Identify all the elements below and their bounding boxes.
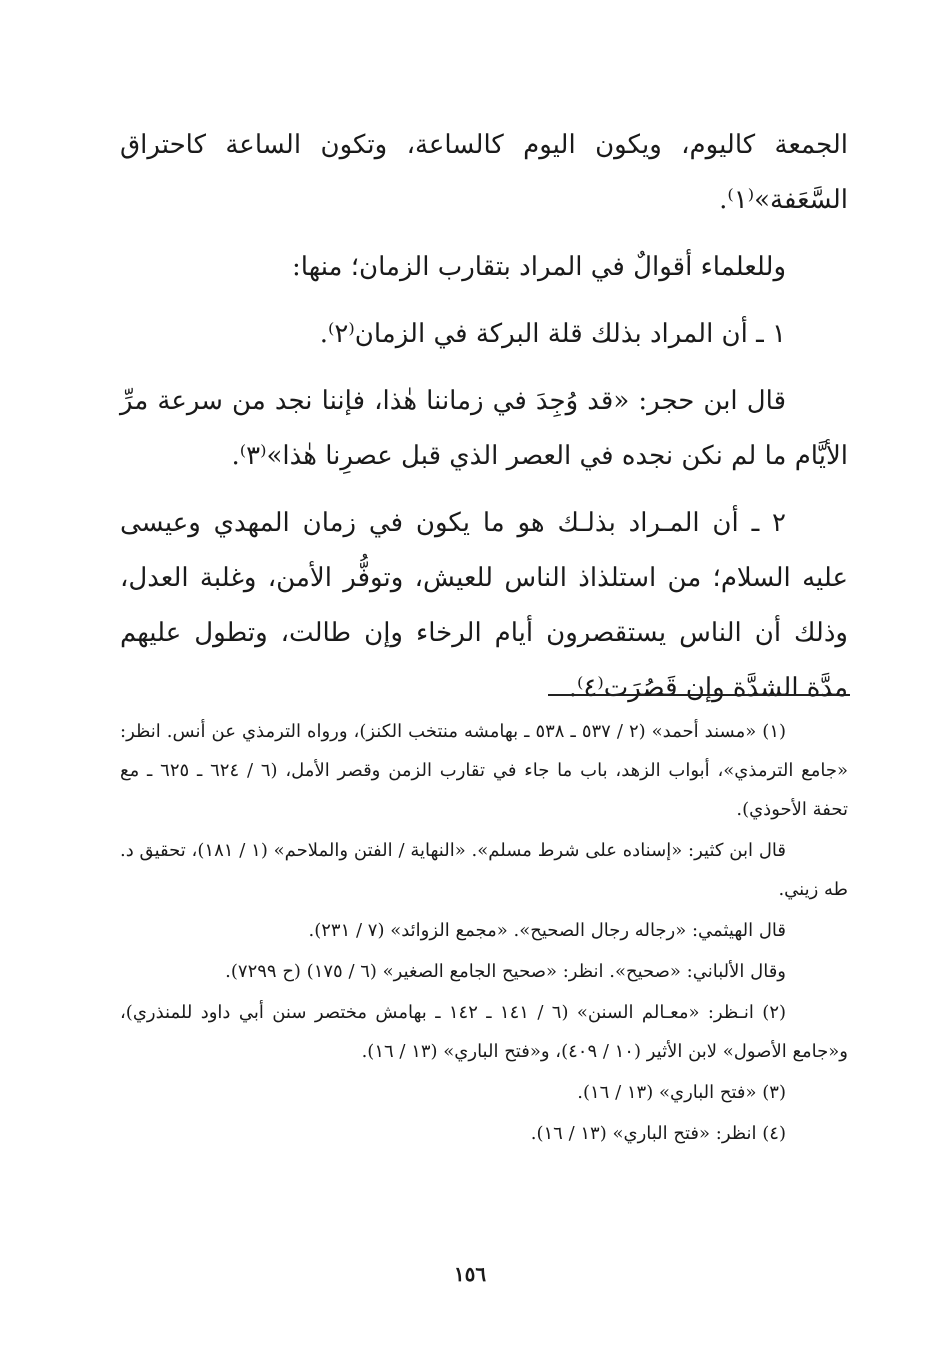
main-text [120, 118, 848, 728]
paragraph-5: ٢ ـ أن المـراد بذلـك هو ما يكون في زمان المهدي وعيسى عليه السلام؛ من استلذاذ الناس للعيش، وتوفُّر الأمن، وغلبة العدل، وذلك أن الناس يستقصرون أيام الرخاء وإن طالت، وتطول عليهم مدَّة الشدَّة وإن قَصُرَت⁽٤⁾. [120, 508, 848, 703]
paragraph-2: وللعلماء أقوالٌ في المراد بتقارب الزمان؛ منها: [292, 252, 786, 282]
paragraph-1: الجمعة كاليوم، ويكون اليوم كالساعة، وتكون الساعة كاحتراق السَّعَفة»⁽١⁾. [120, 130, 848, 215]
footnote-3: (٣) «فتح الباري» (١٣ / ١٦). [577, 1082, 786, 1103]
paragraph-4: قال ابن حجر: «قد وُجِدَ في زماننا هٰذا، فإننا نجد من سرعة مرِّ الأيَّام ما لم نكن نجده في العصر الذي قبل عصرِنا هٰذا»⁽٣⁾. [120, 386, 848, 471]
footnote-1-ibn-kathir: قال ابن كثير: «إسناده على شرط مسلم». «النهاية / الفتن والملاحم» (١ / ١٨١)، تحقيق د. طه زيني. [120, 840, 848, 900]
paragraph-3: ١ ـ أن المراد بذلك قلة البركة في الزمان⁽٢⁾. [319, 319, 786, 349]
footnotes [120, 712, 848, 1155]
footnote-1-haythami: قال الهيثمي: «رجاله رجال الصحيح». «مجمع الزوائد» (٧ / ٢٣١). [308, 920, 786, 941]
footnote-1: (١) «مسند أحمد» (٢ / ٥٣٧ ـ ٥٣٨ ـ بهامشه منتخب الكنز)، ورواه الترمذي عن أنس. انظر: «جامع الترمذي»، أبواب الزهد، باب ما جاء في تقارب الزمن وقصر الأمل، (٦ / ٦٢٤ ـ ٦٢٥ ـ مع تحفة الأحوذي). [120, 721, 848, 820]
page-number: ١٥٦ [453, 1262, 487, 1286]
footnote-4: (٤) انظر: «فتح الباري» (١٣ / ١٦). [530, 1123, 786, 1144]
footnote-2: (٢) انـظر: «معـالم السنن» (٦ / ١٤١ ـ ١٤٢ ـ بهامش مختصر سنن أبي داود للمنذري)، و«جامع الأصول» لابن الأثير (١٠ / ٤٠٩)، و«فتح الباري» (١٣ / ١٦). [120, 1002, 848, 1062]
footnote-1-albani: وقال الألباني: «صحيح». انظر: «صحيح الجامع الصغير» (٦ / ١٧٥) (ح ٧٢٩٩). [225, 961, 786, 982]
footnote-separator [548, 694, 850, 696]
